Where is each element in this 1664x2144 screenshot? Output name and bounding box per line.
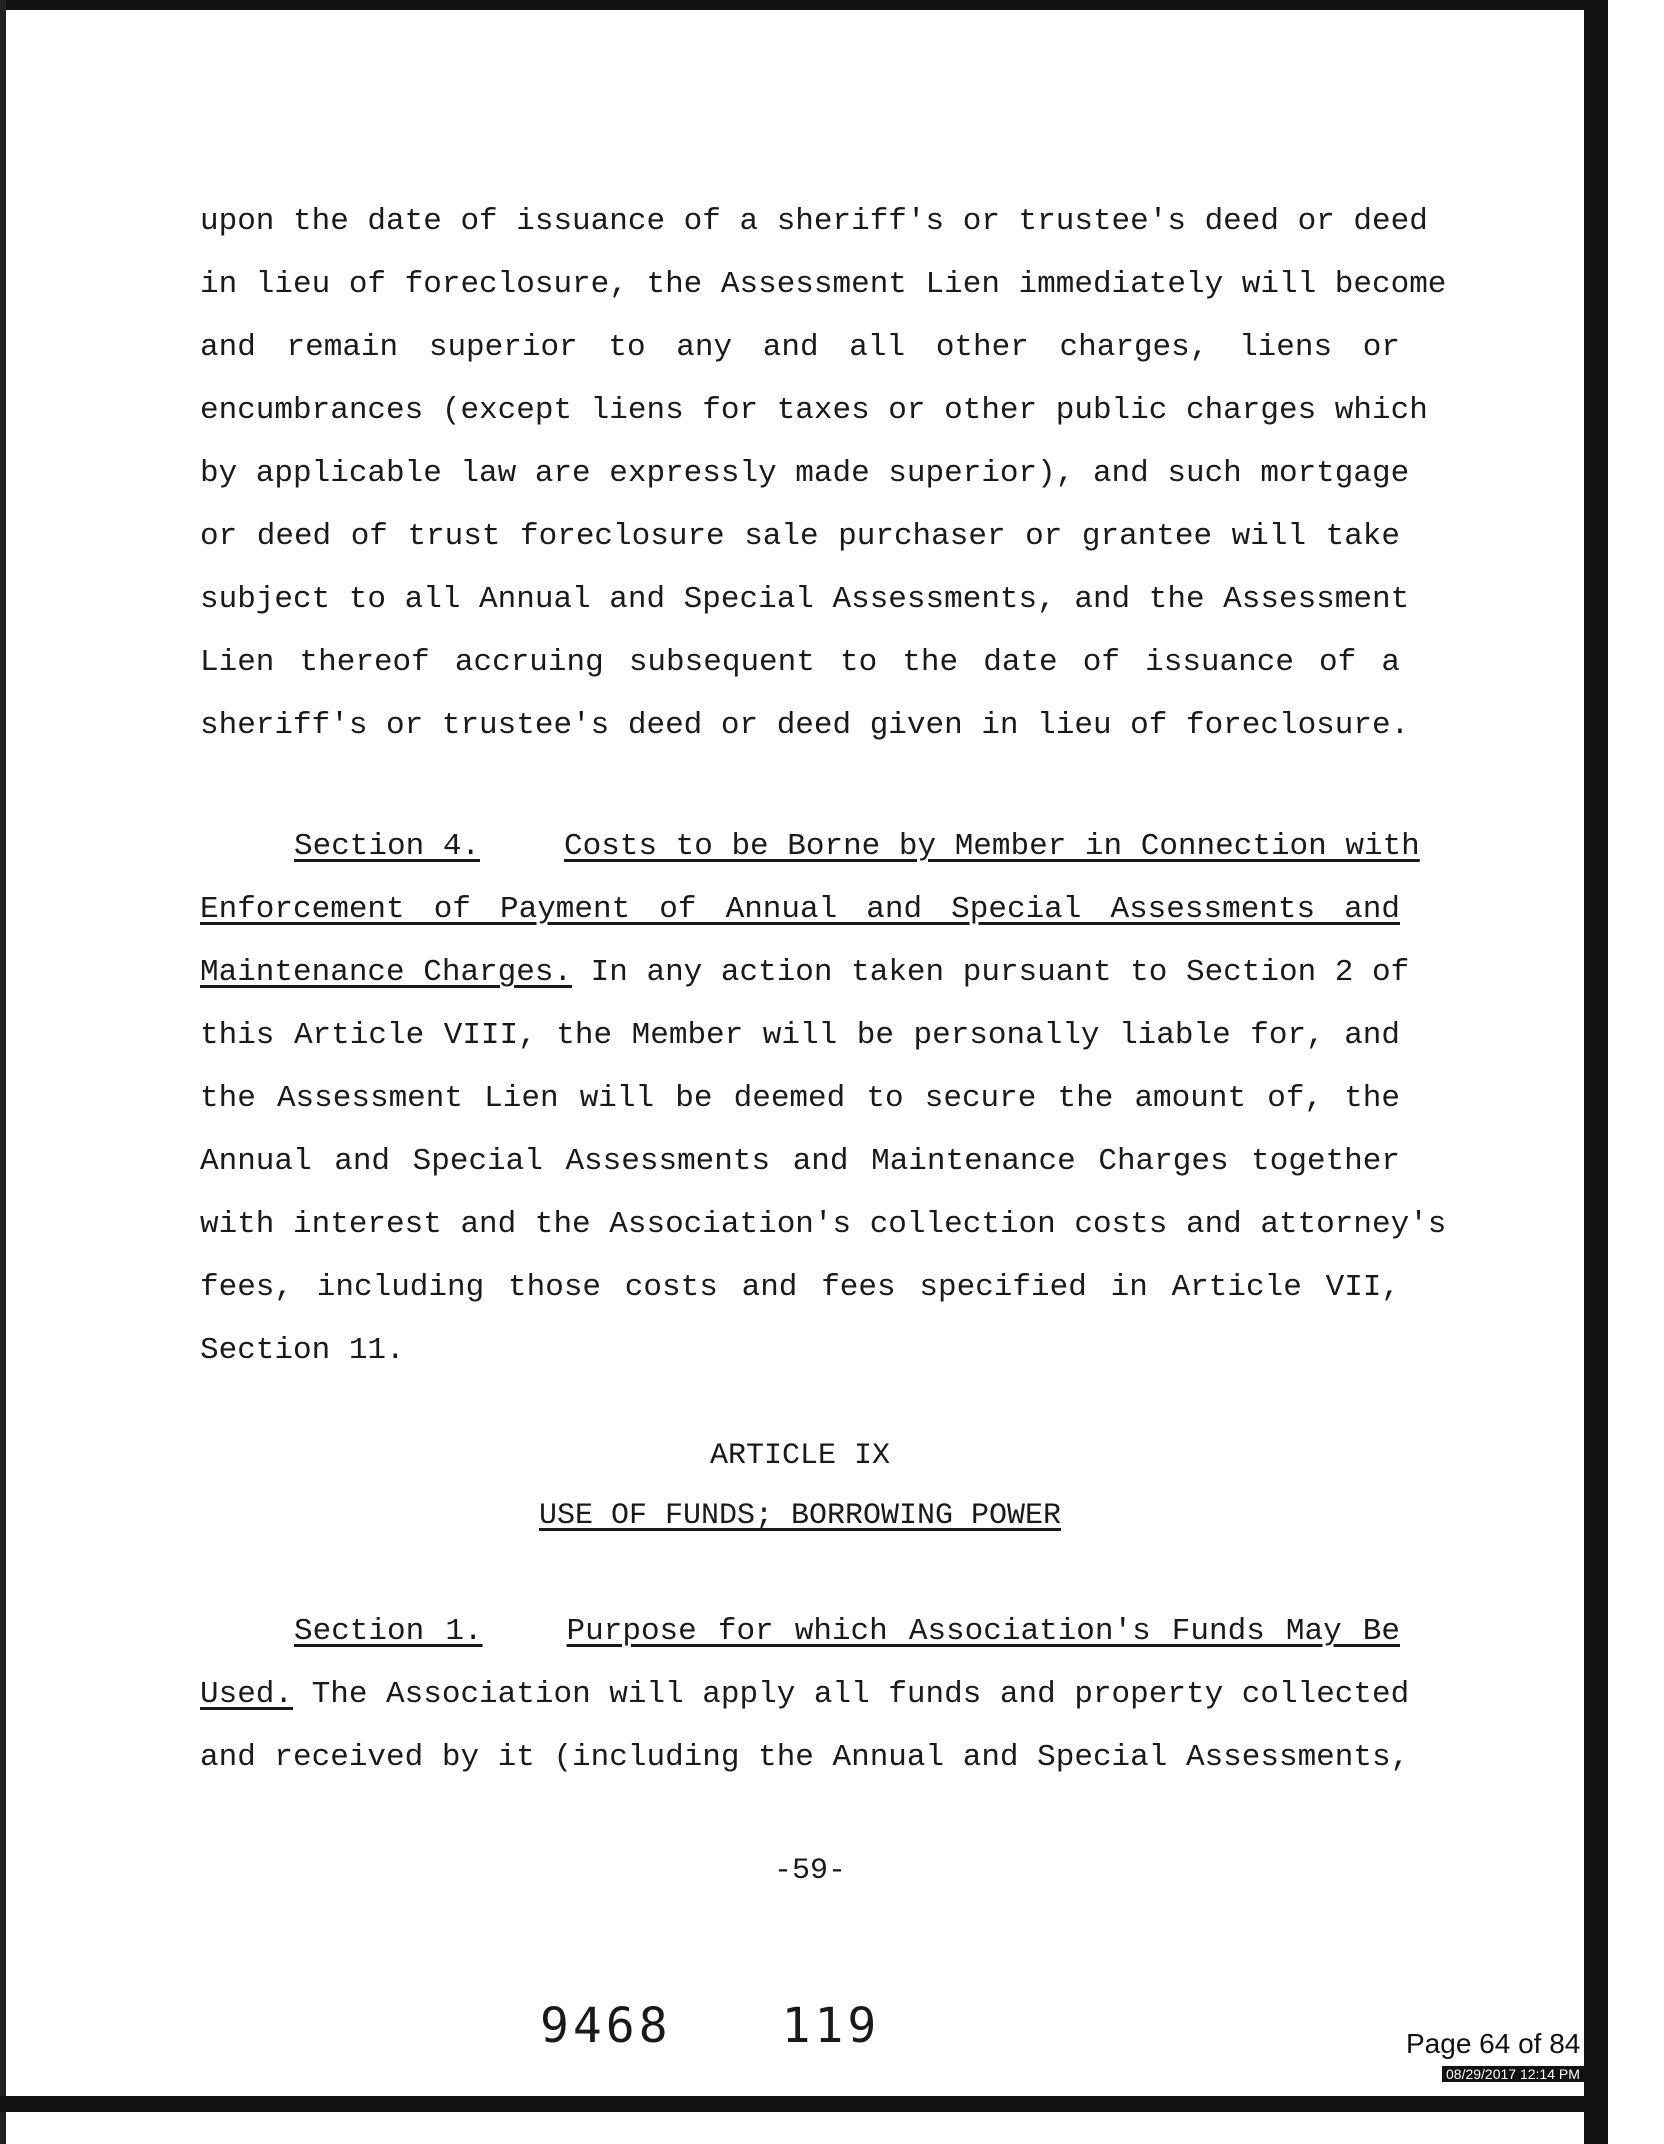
section-4-heading-cont: Enforcement of Payment of Annual and Special Assessments and (200, 892, 1400, 927)
paragraph-lien-priority (200, 190, 1447, 757)
text-run: The Association will apply all funds and property collected (311, 1677, 1410, 1712)
section-1-heading-end: Used. (200, 1677, 294, 1712)
text-line: Annual and Special Assessments and Maintenance Charges together (200, 1144, 1400, 1179)
paragraph-section-1 (200, 1600, 1410, 1789)
date-stamp: 08/29/2017 12:14 PM (1442, 2066, 1584, 2082)
paragraph-gap (200, 757, 1400, 815)
section-4-heading-end-line (200, 941, 1410, 1004)
text-line: in lieu of foreclosure, the Assessment Lien immediately will become (200, 267, 1447, 302)
section-4-heading-end: Maintenance Charges. (200, 955, 573, 990)
section-1-heading: Purpose for which Association's Funds May Be (566, 1614, 1400, 1649)
section-4-heading-line (200, 815, 1420, 878)
scan-border-left (0, 0, 6, 2144)
paragraph-gap (200, 1546, 1400, 1600)
text-line: fees, including those costs and fees specified in Article VII, (200, 1270, 1400, 1305)
article-title: ARTICLE IX (709, 1439, 891, 1473)
section-1-heading-line (200, 1600, 1400, 1663)
text-run: In any action taken pursuant to Section 2 of (590, 955, 1410, 990)
article-subtitle-wrap (200, 1486, 1400, 1546)
section-4-heading: Costs to be Borne by Member in Connection with (564, 829, 1420, 864)
text-line: Section 11. (200, 1333, 405, 1368)
section-4-label: Section 4. (294, 829, 481, 864)
scan-border-top (0, 0, 1664, 10)
book-page-stamp (540, 1998, 990, 2054)
page-of-label: Page 64 of 84 (1406, 2028, 1581, 2059)
text-line: Lien thereof accruing subsequent to the date of issuance of a (200, 645, 1400, 680)
article-subtitle: USE OF FUNDS; BORROWING POWER (538, 1499, 1062, 1533)
text-line: the Assessment Lien will be deemed to secure the amount of, the (200, 1081, 1400, 1116)
text-line: and received by it (including the Annual and Special Assessments, (200, 1740, 1410, 1775)
book-page-number: 119 (781, 1998, 881, 2054)
section-1-label: Section 1. (294, 1614, 483, 1649)
text-line: or deed of trust foreclosure sale purchaser or grantee will take (200, 519, 1400, 554)
text-line: by applicable law are expressly made superior), and such mortgage (200, 456, 1410, 491)
text-line: and remain superior to any and all other charges, liens or (200, 330, 1400, 365)
scan-border-right (1584, 0, 1608, 2144)
paragraph-gap (200, 1382, 1400, 1426)
scan-margin-right (1608, 0, 1664, 2144)
paragraph-section-4 (200, 815, 1447, 1382)
text-line: encumbrances (except liens for taxes or other public charges which (200, 393, 1428, 428)
text-line: upon the date of issuance of a sheriff's or trustee's deed or deed (200, 204, 1428, 239)
text-line: this Article VIII, the Member will be personally liable for, and (200, 1018, 1400, 1053)
text-line: subject to all Annual and Special Assessments, and the Assessment (200, 582, 1410, 617)
section-1-heading-end-line (200, 1663, 1410, 1726)
text-line: with interest and the Association's collection costs and attorney's (200, 1207, 1447, 1242)
scan-border-bottom (0, 2096, 1608, 2112)
book-number: 9468 (540, 1998, 672, 2054)
page-number: -59- (773, 1854, 846, 1888)
text-line: sheriff's or trustee's deed or deed given in lieu of foreclosure. (200, 708, 1410, 743)
document-page (200, 190, 1447, 1789)
